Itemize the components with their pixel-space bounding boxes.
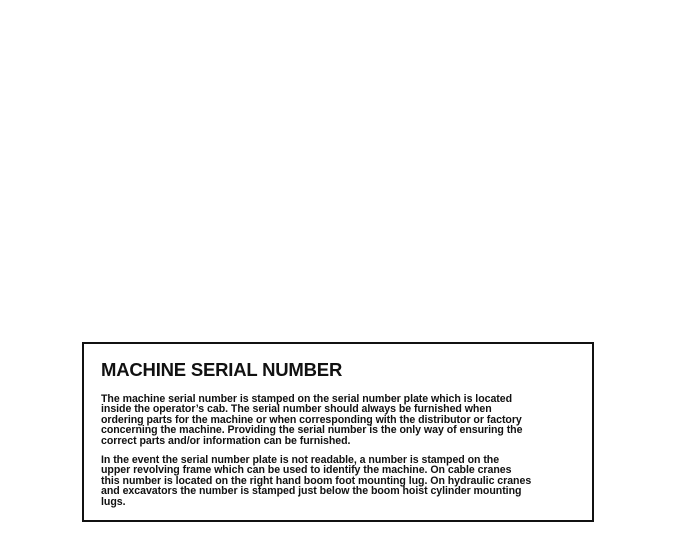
notice-line: In the event the serial number plate is not readable, a number is stamped on the [101,454,500,467]
notice-paragraph-location [101,394,581,446]
notice-line: and excavators the number is stamped just below the boom hoist cylinder mounting [101,485,522,498]
notice-paragraph-unreadable-plate [101,455,581,507]
notice-line: ordering parts for the machine or when corresponding with the distributor or factory [101,413,522,426]
notice-body [101,394,581,516]
serial-number-notice-box [82,342,594,522]
notice-line: correct parts and/or information can be furnished. [101,434,351,447]
notice-title: MACHINE SERIAL NUMBER [101,359,343,380]
notice-line: upper revolving frame which can be used to identify the machine. On cable cranes [101,464,512,477]
notice-line: inside the operator’s cab. The serial number should always be furnished when [101,403,492,416]
notice-line: The machine serial number is stamped on the serial number plate which is located [101,393,513,405]
notice-line: this number is located on the right hand boom foot mounting lug. On hydraulic cranes [101,474,532,487]
notice-line: lugs. [101,495,126,508]
notice-line: concerning the machine. Providing the serial number is the only way of ensuring the [101,424,523,437]
